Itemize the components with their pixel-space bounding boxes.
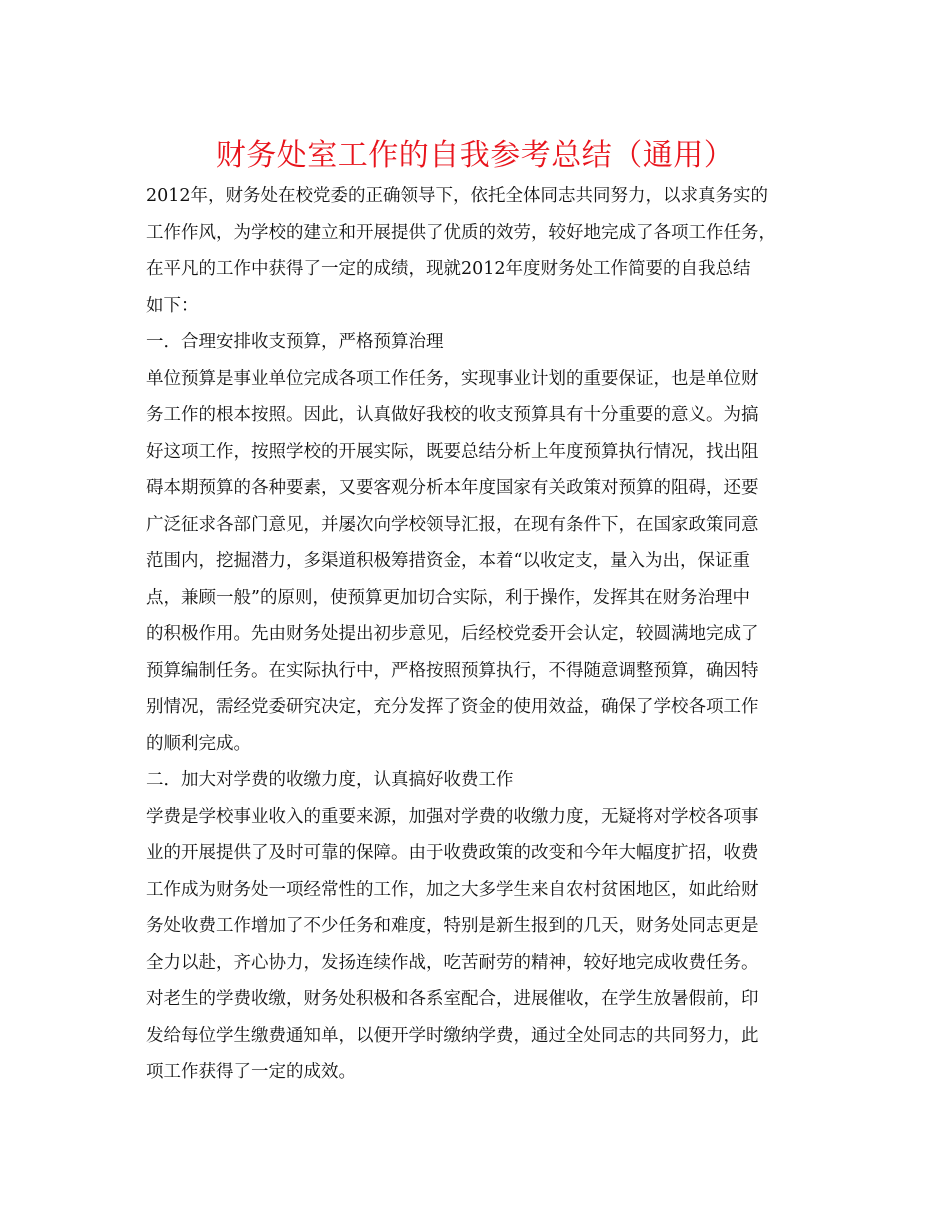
paragraph-line: 的顺利完成。 — [146, 733, 251, 754]
paragraph-line: 好这项工作，按照学校的开展实际，既要总结分析上年度预算执行情况，找出阻 — [146, 441, 759, 462]
paragraph-line: 务处收费工作增加了不少任务和难度，特别是新生报到的几天，财务处同志更是 — [146, 916, 759, 936]
paragraph-line: 2012年，财务处在校党委的正确领导下，依托全体同志共同努力，以求真务实的 — [146, 186, 769, 206]
section-heading: 一．合理安排收支预算，严格预算治理 — [146, 332, 444, 352]
paragraph-line: 在平凡的工作中获得了一定的成绩，现就2012年度财务处工作简要的自我总结 — [146, 259, 751, 279]
section-heading: 二．加大对学费的收缴力度，认真搞好收费工作 — [146, 770, 514, 790]
paragraph-line: 发给每位学生缴费通知单，以便开学时缴纳学费，通过全处同志的共同努力，此 — [146, 1025, 759, 1046]
paragraph-line: 点，兼顾一般”的原则，使预算更加切合实际，利于操作，发挥其在财务治理中 — [146, 587, 750, 608]
paragraph-line: 工作作风，为学校的建立和开展提供了优质的效劳，较好地完成了各项工作任务， — [146, 222, 776, 243]
paragraph-line: 全力以赴，齐心协力，发扬连续作战，吃苦耐劳的精神，较好地完成收费任务。 — [146, 952, 759, 973]
paragraph-line: 的积极作用。先由财务处提出初步意见，后经校党委开会认定，较圆满地完成了 — [146, 624, 759, 644]
paragraph-line: 项工作获得了一定的成效。 — [146, 1062, 356, 1082]
paragraph-line: 范围内，挖掘潜力，多渠道积极筹措资金，本着“以收定支，量入为出，保证重 — [146, 551, 750, 571]
paragraph-line: 广泛征求各部门意见，并屡次向学校领导汇报，在现有条件下，在国家政策同意 — [146, 514, 759, 535]
paragraph-line: 对老生的学费收缴，财务处积极和各系室配合，进展催收，在学生放暑假前，印 — [146, 989, 759, 1009]
paragraph-line: 单位预算是事业单位完成各项工作任务，实现事业计划的重要保证，也是单位财 — [146, 368, 759, 389]
document-title: 财务处室工作的自我参考总结（通用） — [215, 138, 735, 173]
paragraph-line: 别情况，需经党委研究决定，充分发挥了资金的使用效益，确保了学校各项工作 — [146, 697, 759, 717]
paragraph-line: 业的开展提供了及时可靠的保障。由于收费政策的改变和今年大幅度扩招，收费 — [146, 843, 759, 863]
paragraph-line: 预算编制任务。在实际执行中，严格按照预算执行，不得随意调整预算，确因特 — [146, 660, 759, 681]
paragraph-line: 碍本期预算的各种要素，又要客观分析本年度国家有关政策对预算的阻碍，还要 — [146, 478, 759, 498]
paragraph-line: 务工作的根本按照。因此，认真做好我校的收支预算具有十分重要的意义。为搞 — [146, 405, 759, 425]
paragraph-line: 学费是学校事业收入的重要来源，加强对学费的收缴力度，无疑将对学校各项事 — [146, 806, 759, 827]
paragraph-line: 如下： — [146, 295, 199, 316]
document-body — [146, 178, 816, 1091]
paragraph-line: 工作成为财务处一项经常性的工作，加之大多学生来自农村贫困地区，如此给财 — [146, 879, 759, 900]
